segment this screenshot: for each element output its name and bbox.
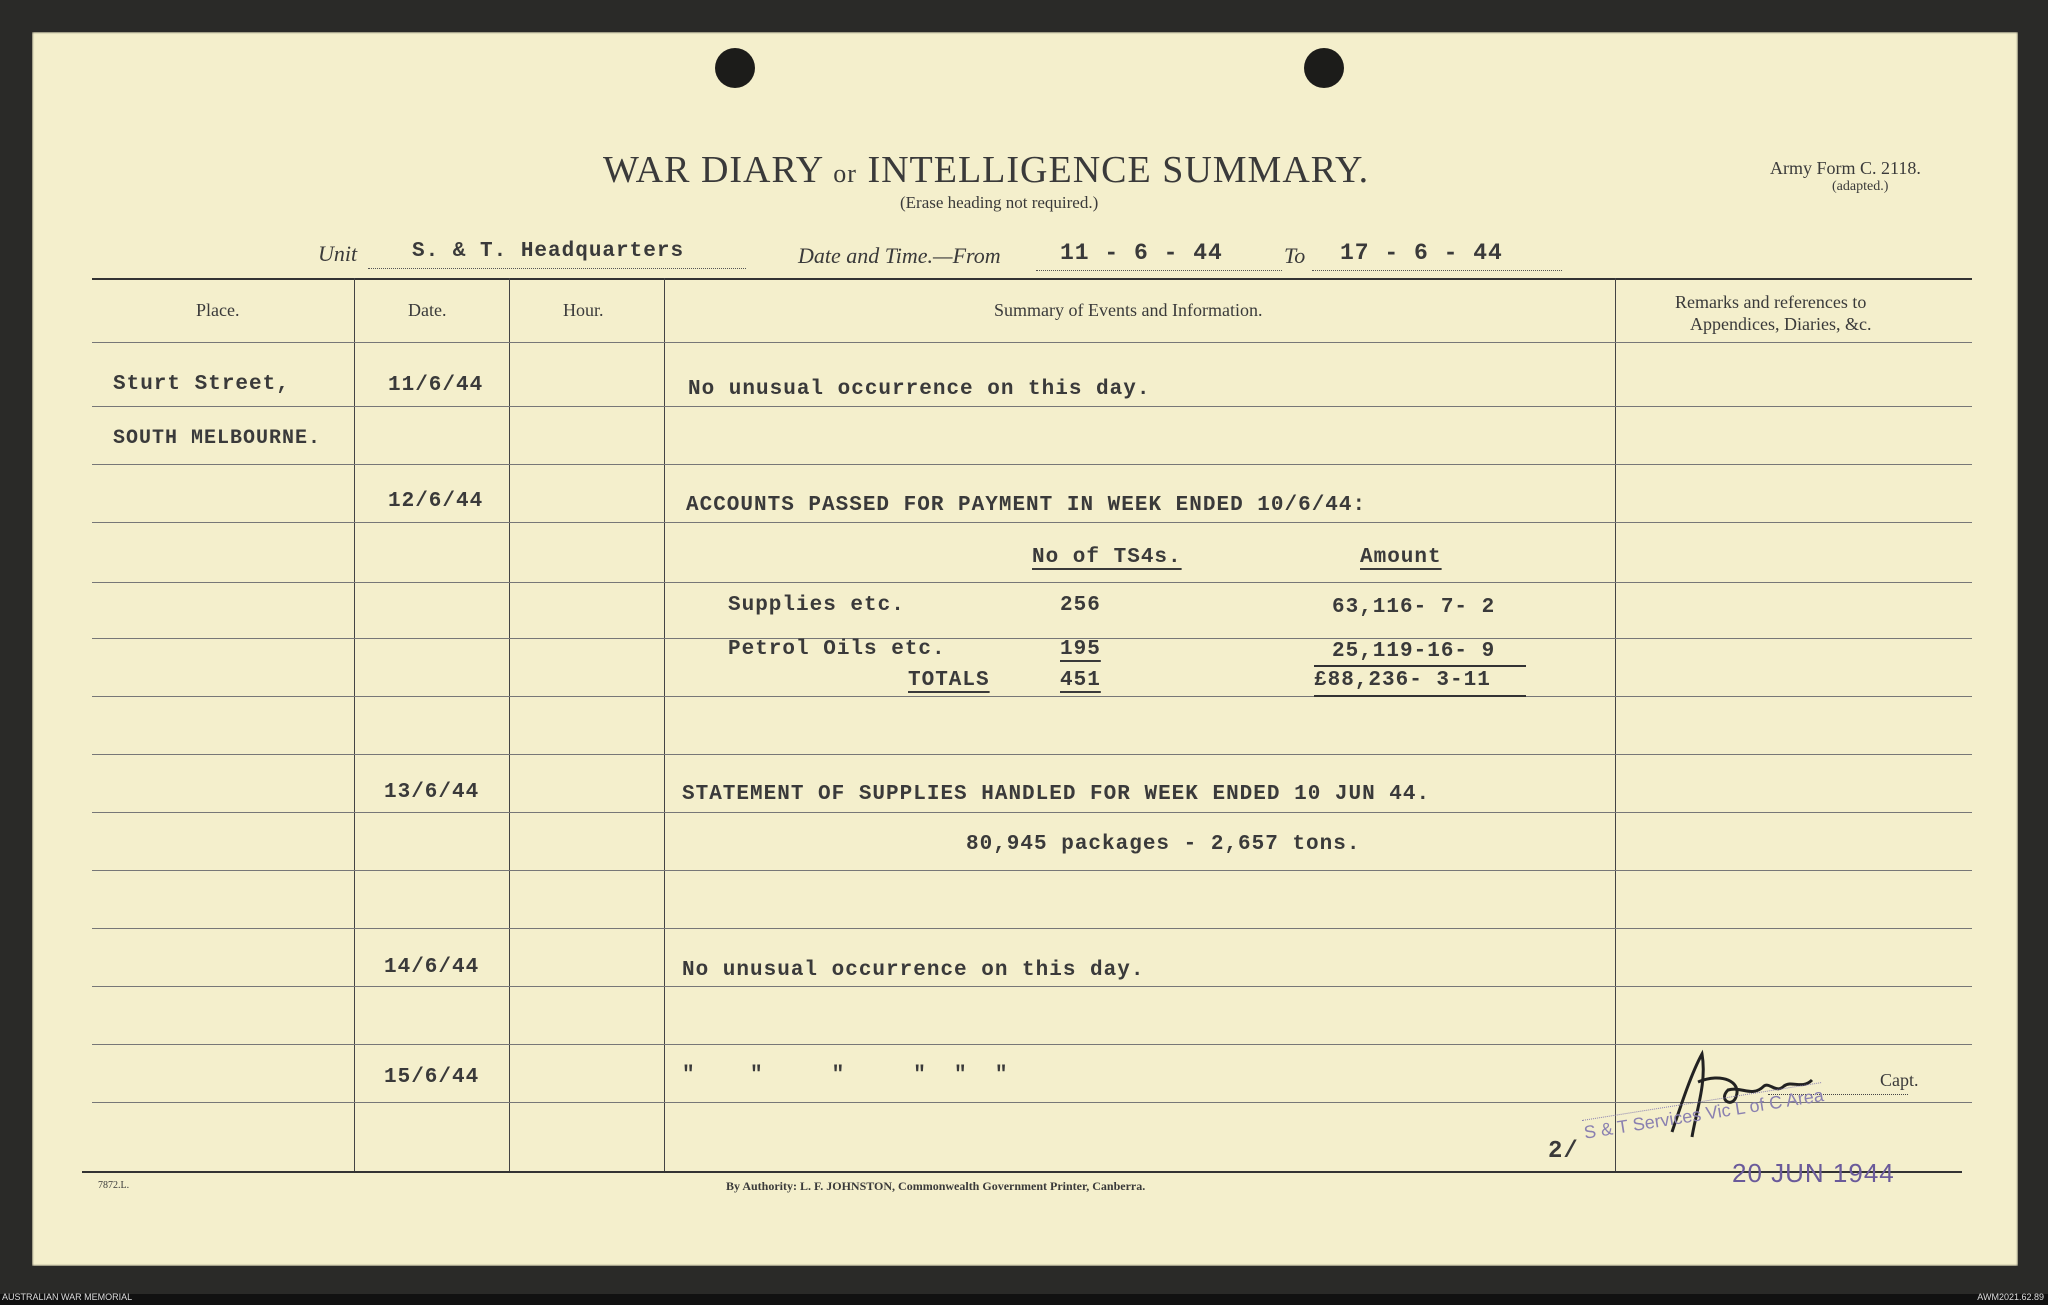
punch-hole [715, 48, 755, 88]
entry-text: No unusual occurrence on this day. [682, 959, 1145, 982]
accounts-total-count: 451 [1060, 669, 1101, 692]
form-code: 7872.L. [98, 1180, 130, 1191]
entry-text: No unusual occurrence on this day. [688, 378, 1151, 401]
form-number: Army Form C. 2118. [1770, 158, 1921, 178]
accounts-row-amount: 25,119-16- 9 [1332, 640, 1496, 663]
place-suburb: SOUTH MELBOURNE. [113, 427, 322, 450]
accounts-row-count: 195 [1060, 638, 1101, 661]
col-summary: Summary of Events and Information. [994, 300, 1263, 320]
accounts-total-amount: £88,236- 3-11 [1314, 669, 1491, 692]
page-title: WAR DIARY or INTELLIGENCE SUMMARY. [603, 149, 1370, 191]
accounts-header-count: No of TS4s. [1032, 546, 1182, 569]
entry-date: 12/6/44 [388, 490, 484, 513]
ditto-marks: " " " " " " [682, 1064, 1009, 1087]
archive-strip [0, 1294, 2048, 1305]
punch-hole [1304, 48, 1344, 88]
archive-id: AWM2021.62.89 [1977, 1292, 2044, 1302]
col-place: Place. [196, 300, 240, 320]
unit-value: S. & T. Headquarters [412, 240, 685, 263]
accounts-header-amount: Amount [1360, 546, 1442, 569]
page-subtitle: (Erase heading not required.) [900, 193, 1099, 212]
from-date: 11 - 6 - 44 [1060, 240, 1223, 266]
authority-line: By Authority: L. F. JOHNSTON, Commonwealth Government Printer, Canberra. [726, 1179, 1146, 1193]
entry-text: STATEMENT OF SUPPLIES HANDLED FOR WEEK ENDED 10 JUN 44. [682, 783, 1431, 806]
accounts-row-label: Supplies etc. [728, 594, 905, 617]
date-time-label: Date and Time.—From [798, 243, 1001, 268]
entry-text: ACCOUNTS PASSED FOR PAYMENT IN WEEK ENDED 10/6/44: [686, 494, 1367, 517]
place-street: Sturt Street, [113, 373, 290, 396]
to-date: 17 - 6 - 44 [1340, 240, 1503, 266]
stamp-prefix: 2/ [1548, 1138, 1579, 1165]
entry-date: 15/6/44 [384, 1066, 480, 1089]
col-remarks: Remarks and references to [1675, 292, 1867, 312]
entry-text-detail: 80,945 packages - 2,657 tons. [966, 833, 1361, 856]
accounts-totals-label: TOTALS [908, 669, 990, 692]
accounts-row-label: Petrol Oils etc. [728, 638, 946, 661]
entry-date: 14/6/44 [384, 956, 480, 979]
entry-date: 11/6/44 [388, 374, 484, 397]
to-label: To [1284, 243, 1306, 268]
accounts-row-count: 256 [1060, 594, 1101, 617]
unit-label: Unit [318, 241, 358, 266]
col-date: Date. [408, 300, 447, 320]
signature-rank: Capt. [1880, 1070, 1919, 1090]
entry-date: 13/6/44 [384, 781, 480, 804]
date-stamp: 20 JUN 1944 [1732, 1158, 1895, 1188]
office-stamp: S & T Services Vic L of C Area [1582, 1082, 1825, 1144]
diary-page [32, 32, 2018, 1266]
archive-credit: AUSTRALIAN WAR MEMORIAL [2, 1292, 133, 1302]
col-hour: Hour. [563, 300, 604, 320]
col-remarks-2: Appendices, Diaries, &c. [1690, 314, 1872, 334]
accounts-row-amount: 63,116- 7- 2 [1332, 596, 1496, 619]
form-adapted: (adapted.) [1832, 179, 1889, 194]
